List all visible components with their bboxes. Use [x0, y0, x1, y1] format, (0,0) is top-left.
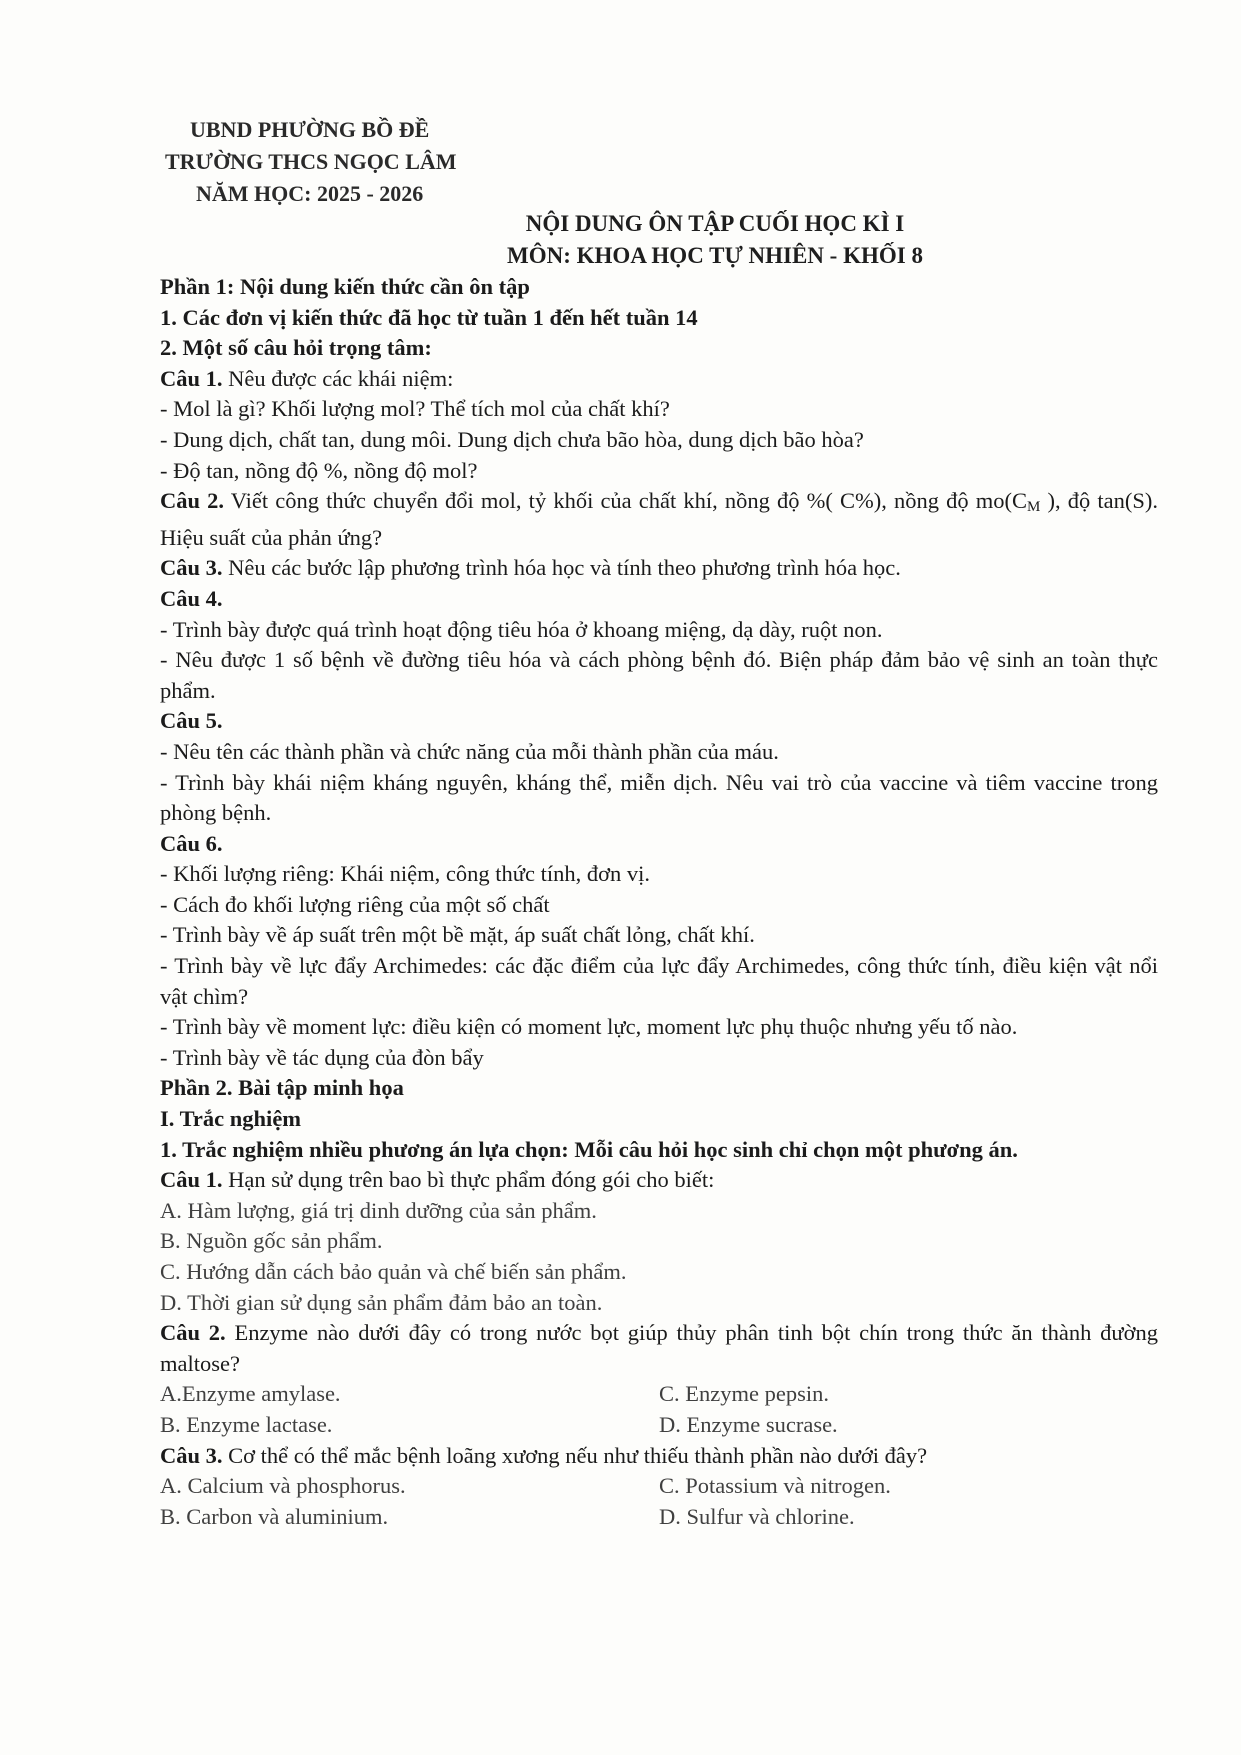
question-label: Câu 2.	[160, 1320, 226, 1346]
mc2-options-row-2	[160, 1410, 1158, 1441]
mc-question-1	[160, 1165, 1158, 1196]
question-4-label: Câu 4.	[160, 585, 223, 611]
question-text: Nêu các bước lập phương trình hóa học và tính theo phương trình hóa học.	[222, 555, 901, 581]
section-multiple-choice: I. Trắc nghiệm	[160, 1106, 302, 1132]
q4-line-2: - Nêu được 1 số bệnh về đường tiêu hóa và cách phòng bệnh đó. Biện pháp đảm bảo vệ sinh an toàn thực phẩm.	[160, 647, 1158, 703]
school-name: TRƯỜNG THCS NGỌC LÂM	[165, 149, 457, 174]
question-3	[160, 553, 1158, 584]
mc1-option-d: D. Thời gian sử dụng sản phẩm đảm bảo an toàn.	[160, 1289, 603, 1315]
mc3-option-a: A. Calcium và phosphorus.	[160, 1473, 406, 1499]
mc3-option-d: D. Sulfur và chlorine.	[659, 1503, 855, 1529]
question-text-cont: ), độ tan(S). Hiệu suất của phản ứng?	[160, 488, 1159, 550]
question-1	[160, 364, 1158, 395]
part2-heading: Phần 2. Bài tập minh họa	[160, 1075, 404, 1101]
q6-line-4: - Trình bày về lực đẩy Archimedes: các đặc điểm của lực đẩy Archimedes, công thức tính, điều kiện vật nổi vật chìm?	[160, 953, 1158, 1009]
q1-line-2: - Dung dịch, chất tan, dung môi. Dung dịch chưa bão hòa, dung dịch bão hòa?	[160, 426, 864, 452]
q6-line-6: - Trình bày về tác dụng của đòn bẩy	[160, 1044, 484, 1070]
mc-instructions: 1. Trắc nghiệm nhiều phương án lựa chọn: Mỗi câu hỏi học sinh chỉ chọn một phương án.	[160, 1136, 1018, 1162]
subscript-m: M	[1027, 499, 1041, 516]
ward-name: UBND PHƯỜNG BỒ ĐỀ	[190, 117, 430, 142]
mc3-options-row-1	[160, 1471, 1158, 1502]
mc3-option-b: B. Carbon và aluminium.	[160, 1503, 389, 1529]
mc2-option-d: D. Enzyme sucrase.	[659, 1411, 838, 1437]
q5-line-2: - Trình bày khái niệm kháng nguyên, kháng thể, miễn dịch. Nêu vai trò của vaccine và tiêm vaccine trong phòng bệnh.	[160, 769, 1158, 826]
question-label: Câu 3.	[160, 555, 223, 581]
question-text: Hạn sử dụng trên bao bì thực phẩm đóng gói cho biết:	[222, 1167, 715, 1193]
document-body	[160, 272, 1158, 1532]
document-title	[160, 208, 1160, 272]
q1-line-1: - Mol là gì? Khối lượng mol? Thể tích mol của chất khí?	[160, 396, 670, 422]
question-text: Nêu được các khái niệm:	[222, 365, 454, 391]
mc1-option-b: B. Nguồn gốc sản phẩm.	[160, 1228, 383, 1254]
question-2	[160, 486, 1158, 553]
question-label: Câu 3.	[160, 1442, 223, 1468]
question-text: Enzyme nào dưới đây có trong nước bọt giúp thủy phân tinh bột chín trong thức ăn thành đường maltose?	[160, 1320, 1158, 1376]
mc2-option-c: C. Enzyme pepsin.	[659, 1381, 829, 1407]
mc-question-2	[160, 1318, 1158, 1379]
mc2-options-row-1	[160, 1379, 1158, 1410]
question-text: Cơ thể có thể mắc bệnh loãng xương nếu như thiếu thành phần nào dưới đây?	[222, 1442, 928, 1468]
q6-line-1: - Khối lượng riêng: Khái niệm, công thức tính, đơn vị.	[160, 861, 650, 887]
mc-question-3	[160, 1441, 1158, 1472]
school-header	[160, 114, 457, 210]
mc1-option-a: A. Hàm lượng, giá trị dinh dưỡng của sản phẩm.	[160, 1197, 597, 1223]
part1-heading: Phần 1: Nội dung kiến thức cần ôn tập	[160, 274, 530, 299]
school-year: NĂM HỌC: 2025 - 2026	[196, 181, 424, 206]
mc2-option-b: B. Enzyme lactase.	[160, 1411, 333, 1437]
mc3-options-row-2	[160, 1502, 1158, 1533]
question-6-label: Câu 6.	[160, 830, 223, 856]
q6-line-5: - Trình bày về moment lực: điều kiện có moment lực, moment lực phụ thuộc nhưng yếu tố nào.	[160, 1014, 1018, 1040]
q1-line-3: - Độ tan, nồng độ %, nồng độ mol?	[160, 457, 478, 483]
part1-item-2: 2. Một số câu hỏi trọng tâm:	[160, 335, 432, 361]
title-line-1: NỘI DUNG ÔN TẬP CUỐI HỌC KÌ I	[525, 211, 905, 236]
q4-line-1: - Trình bày được quá trình hoạt động tiêu hóa ở khoang miệng, dạ dày, ruột non.	[160, 616, 883, 642]
mc3-option-c: C. Potassium và nitrogen.	[659, 1473, 891, 1499]
question-label: Câu 1.	[160, 1167, 223, 1193]
question-label: Câu 1.	[160, 365, 223, 391]
mc2-option-a: A.Enzyme amylase.	[160, 1381, 341, 1407]
question-label: Câu 2.	[160, 488, 225, 514]
q6-line-3: - Trình bày về áp suất trên một bề mặt, áp suất chất lỏng, chất khí.	[160, 922, 755, 948]
title-line-2: MÔN: KHOA HỌC TỰ NHIÊN - KHỐI 8	[507, 243, 923, 268]
question-text: Viết công thức chuyển đổi mol, tỷ khối của chất khí, nồng độ %( C%), nồng độ mo(C	[224, 488, 1028, 514]
part1-item-1: 1. Các đơn vị kiến thức đã học từ tuần 1 đến hết tuần 14	[160, 304, 698, 330]
q5-line-1: - Nêu tên các thành phần và chức năng của mỗi thành phần của máu.	[160, 738, 779, 764]
q6-line-2: - Cách đo khối lượng riêng của một số chất	[160, 891, 550, 917]
mc1-option-c: C. Hướng dẫn cách bảo quản và chế biến sản phẩm.	[160, 1259, 627, 1284]
question-5-label: Câu 5.	[160, 708, 223, 734]
